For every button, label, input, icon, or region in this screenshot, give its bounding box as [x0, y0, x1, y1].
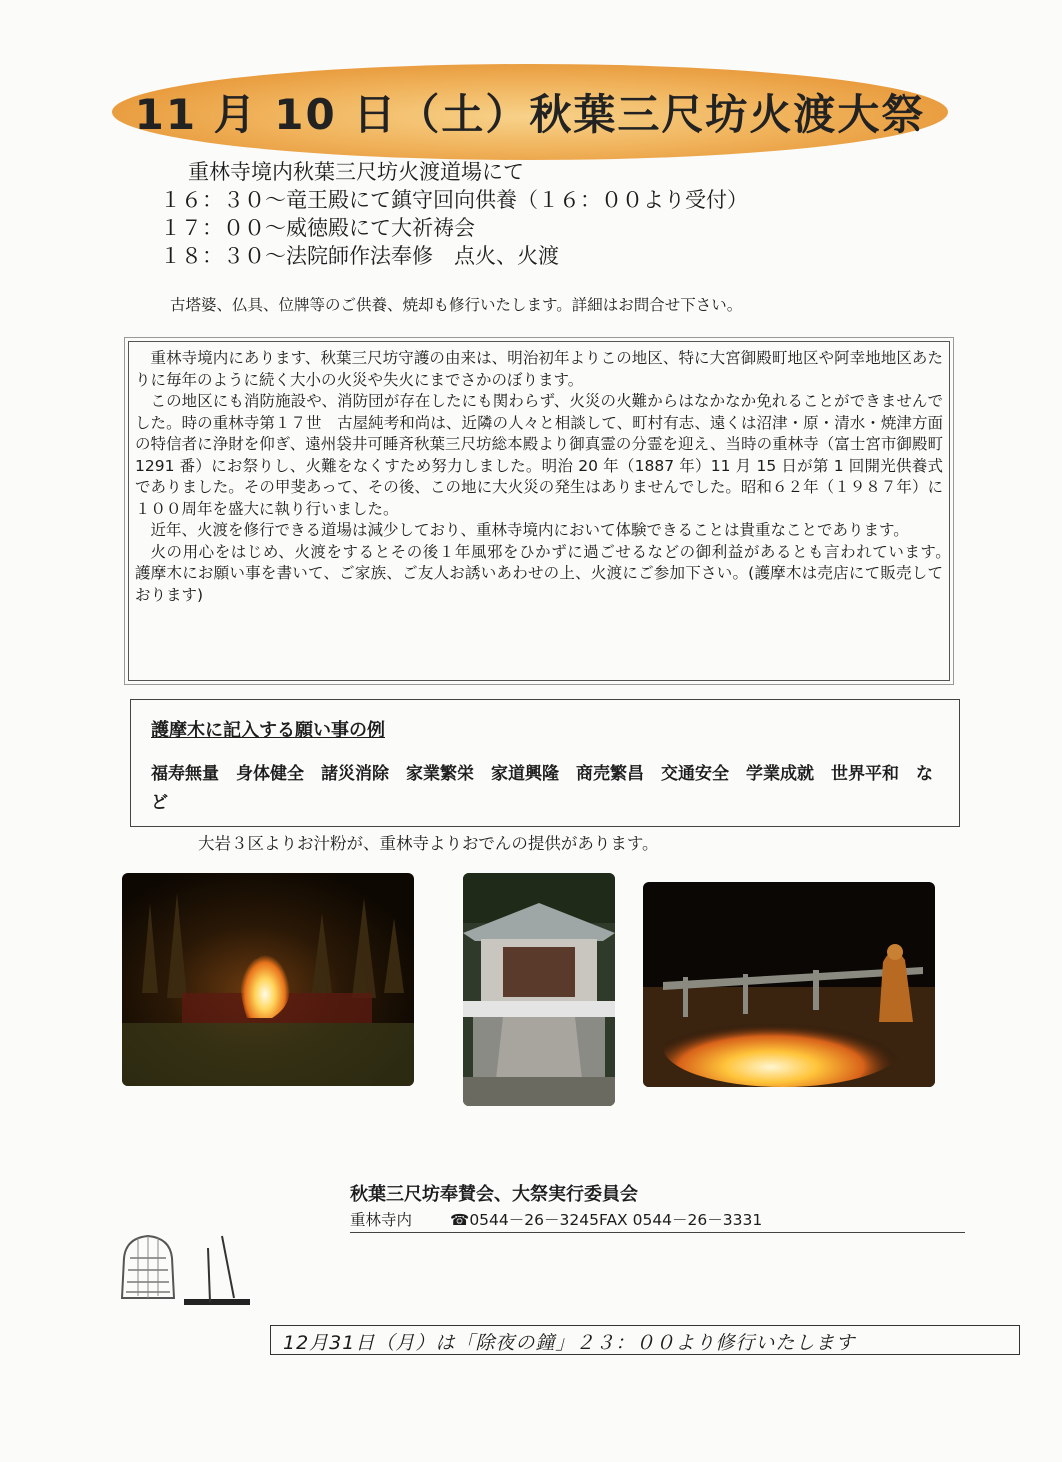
contact-tel: ☎0544－26－3245 — [450, 1211, 599, 1229]
history-paragraph: 重林寺境内にあります、秋葉三尺坊守護の由来は、明治初年よりこの地区、特に大宮御殿町地区や阿幸地地区あたりに毎年のように続く大小の火災や失火にまでさかのぼります。 — [135, 349, 943, 389]
memorial-note: 古塔婆、仏具、位牌等のご供養、焼却も修行いたします。詳細はお問合せ下さい。 — [170, 296, 743, 314]
contact-fax: FAX 0544－26－3331 — [598, 1211, 763, 1229]
history-paragraph: この地区にも消防施設や、消防団が存在したにも関わらず、火災の火難からはなかなか免れることができませんでした。時の重林寺第１７世 古屋純考和尚は、近隣の人々と相談して、町村有志、遠くは沼津・原・清水・焼津方面の特信者に浄財を仰ぎ、遠州袋井可睡斉秋葉三尺坊総本殿より御真霊の分霊を迎え、当時の重林寺（富士宮市御殿町 1291 番）にお祭りし、火難をなくすため努力しました。明治 20 年（1887 年）11 月 15 日が第 1 回開光供養式でありました。その甲斐あって、その後、この地に大火災の発生はありませんでした。昭和６２年（１９８７年）に １００周年を盛大に執り行いました。 — [135, 392, 959, 518]
fire-walking-photo — [643, 882, 935, 1087]
schedule-item: １８：３０～法院師作法奉修 点火、火渡 — [160, 244, 559, 268]
food-offer-text: 大岩３区よりお汁粉が、重林寺よりおでんの提供があります。 — [198, 834, 659, 853]
contact-line — [350, 1208, 965, 1233]
contact-place: 重林寺内 — [350, 1211, 413, 1229]
bell-icon — [110, 1228, 260, 1322]
history-paragraph: 火の用心をはじめ、火渡をするとその後１年風邪をひかずに過ごせるなどの御利益があるとも言われています。 護摩木にお願い事を書いて、ご家族、ご友人お誘いあわせの上、火渡にご参加下さい。(護摩木は売店にて販売しております) — [135, 542, 959, 604]
history-box — [128, 341, 959, 681]
new-year-bell-notice: 12月31日（月）は「除夜の鐘」２３：００より修行いたします — [270, 1325, 1020, 1355]
wishes-box — [130, 699, 960, 827]
organizer: 秋葉三尺坊奉賛会、大祭実行委員会 — [350, 1184, 638, 1205]
schedule-item: １６：３０～竜王殿にて鎮守回向供養（１６：００より受付） — [160, 188, 748, 212]
page-title: 11 月 10 日（土）秋葉三尺坊火渡大祭 — [134, 90, 926, 139]
history-paragraph: 近年、火渡を修行できる道場は減少しており、重林寺境内において体験できることは貴重なことであります。 — [150, 521, 909, 539]
temple-gate-photo — [463, 873, 615, 1106]
bonfire-photo — [122, 873, 414, 1086]
schedule — [160, 158, 748, 270]
wishes-heading: 護摩木に記入する願い事の例 — [151, 720, 385, 741]
schedule-venue: 重林寺境内秋葉三尺坊火渡道場にて — [188, 160, 524, 184]
wishes-list: 福寿無量 身体健全 諸災消除 家業繁栄 家道興隆 商売繁昌 交通安全 学業成就 世界平和 など — [151, 764, 933, 813]
schedule-item: １７：００～威徳殿にて大祈祷会 — [160, 216, 475, 240]
